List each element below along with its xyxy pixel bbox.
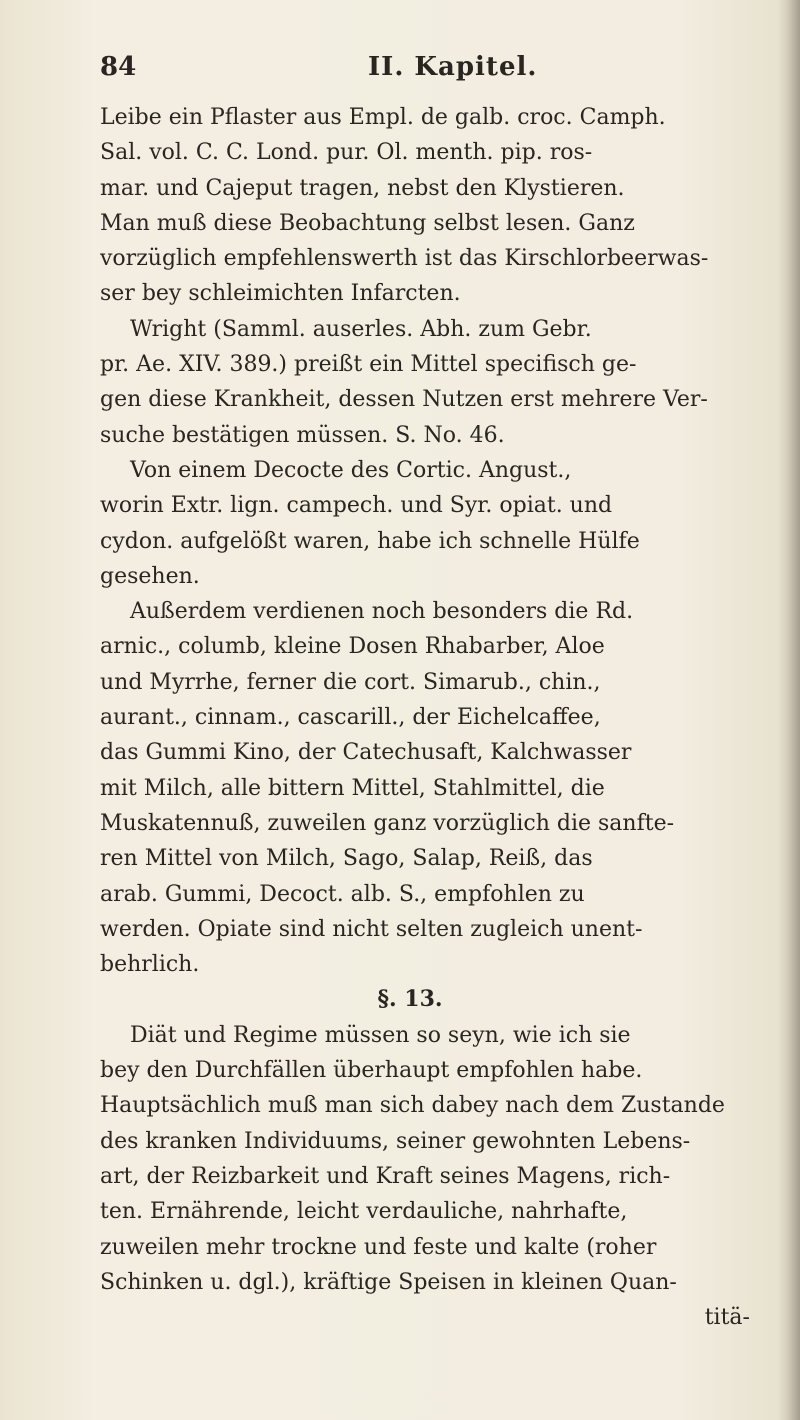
- page-header: [100, 52, 740, 92]
- text-line: Diät und Regime müssen so seyn, wie ich sie: [130, 1022, 631, 1048]
- text-line: mit Milch, alle bittern Mittel, Stahlmittel, die: [100, 775, 605, 801]
- page-number: 84: [100, 52, 137, 82]
- text-line: arnic., columb, kleine Dosen Rhabarber, Aloe: [100, 634, 605, 660]
- text-line: aurant., cinnam., cascarill., der Eichelcaffee,: [100, 705, 601, 731]
- text-line: worin Extr. lign. campech. und Syr. opiat. und: [100, 493, 613, 519]
- text-line: gen diese Krankheit, dessen Nutzen erst mehrere Ver-: [100, 387, 708, 413]
- text-block: [100, 100, 760, 1335]
- text-line: Man muß diese Beobachtung selbst lesen. Ganz: [100, 210, 635, 236]
- text-line: Wright (Samml. auserles. Abh. zum Gebr.: [130, 316, 592, 342]
- text-line: ten. Ernährende, leicht verdauliche, nahrhafte,: [100, 1199, 628, 1225]
- text-line: mar. und Cajeput tragen, nebst den Klystieren.: [100, 175, 625, 201]
- catchword: titä-: [704, 1305, 750, 1331]
- text-line: arab. Gummi, Decoct. alb. S., empfohlen zu: [100, 881, 585, 907]
- text-line: Leibe ein Pflaster aus Empl. de galb. croc. Camph.: [100, 105, 666, 130]
- text-line: cydon. aufgelößt waren, habe ich schnelle Hülfe: [100, 528, 640, 554]
- text-line: art, der Reizbarkeit und Kraft seines Magens, rich-: [100, 1163, 671, 1189]
- text-line: gesehen.: [100, 563, 200, 589]
- text-line: ser bey schleimichten Infarcten.: [100, 281, 461, 307]
- text-line: behrlich.: [100, 952, 200, 978]
- text-line: werden. Opiate sind nicht selten zugleich unent-: [100, 916, 643, 942]
- section-number: §. 13.: [377, 986, 443, 1013]
- text-line: Hauptsächlich muß man sich dabey nach dem Zustande: [100, 1093, 725, 1119]
- text-line: Von einem Decocte des Cortic. Angust.,: [130, 457, 572, 483]
- text-line: zuweilen mehr trockne und feste und kalte (roher: [100, 1234, 657, 1260]
- text-line: Sal. vol. C. C. Lond. pur. Ol. menth. pip. ros-: [100, 140, 593, 166]
- text-line: Außerdem verdienen noch besonders die Rd.: [130, 599, 634, 625]
- text-line: Schinken u. dgl.), kräftige Speisen in kleinen Quan-: [100, 1269, 677, 1295]
- text-line: Muskatennuß, zuweilen ganz vorzüglich die sanfte-: [100, 810, 675, 836]
- text-line: suche bestätigen müssen. S. No. 46.: [100, 422, 505, 448]
- text-line: und Myrrhe, ferner die cort. Simarub., chin.,: [100, 669, 601, 695]
- text-line: vorzüglich empfehlenswerth ist das Kirschlorbeerwas-: [100, 246, 709, 272]
- binding-shadow: [778, 0, 800, 1420]
- text-line: ren Mittel von Milch, Sago, Salap, Reiß, das: [100, 846, 593, 872]
- text-line: pr. Ae. XIV. 389.) preißt ein Mittel specifisch ge-: [100, 352, 637, 378]
- running-head-chapter: II. Kapitel.: [368, 52, 538, 82]
- text-line: bey den Durchfällen überhaupt empfohlen habe.: [100, 1058, 643, 1084]
- text-line: des kranken Individuums, seiner gewohnten Lebens-: [100, 1128, 691, 1154]
- text-line: das Gummi Kino, der Catechusaft, Kalchwasser: [100, 740, 632, 766]
